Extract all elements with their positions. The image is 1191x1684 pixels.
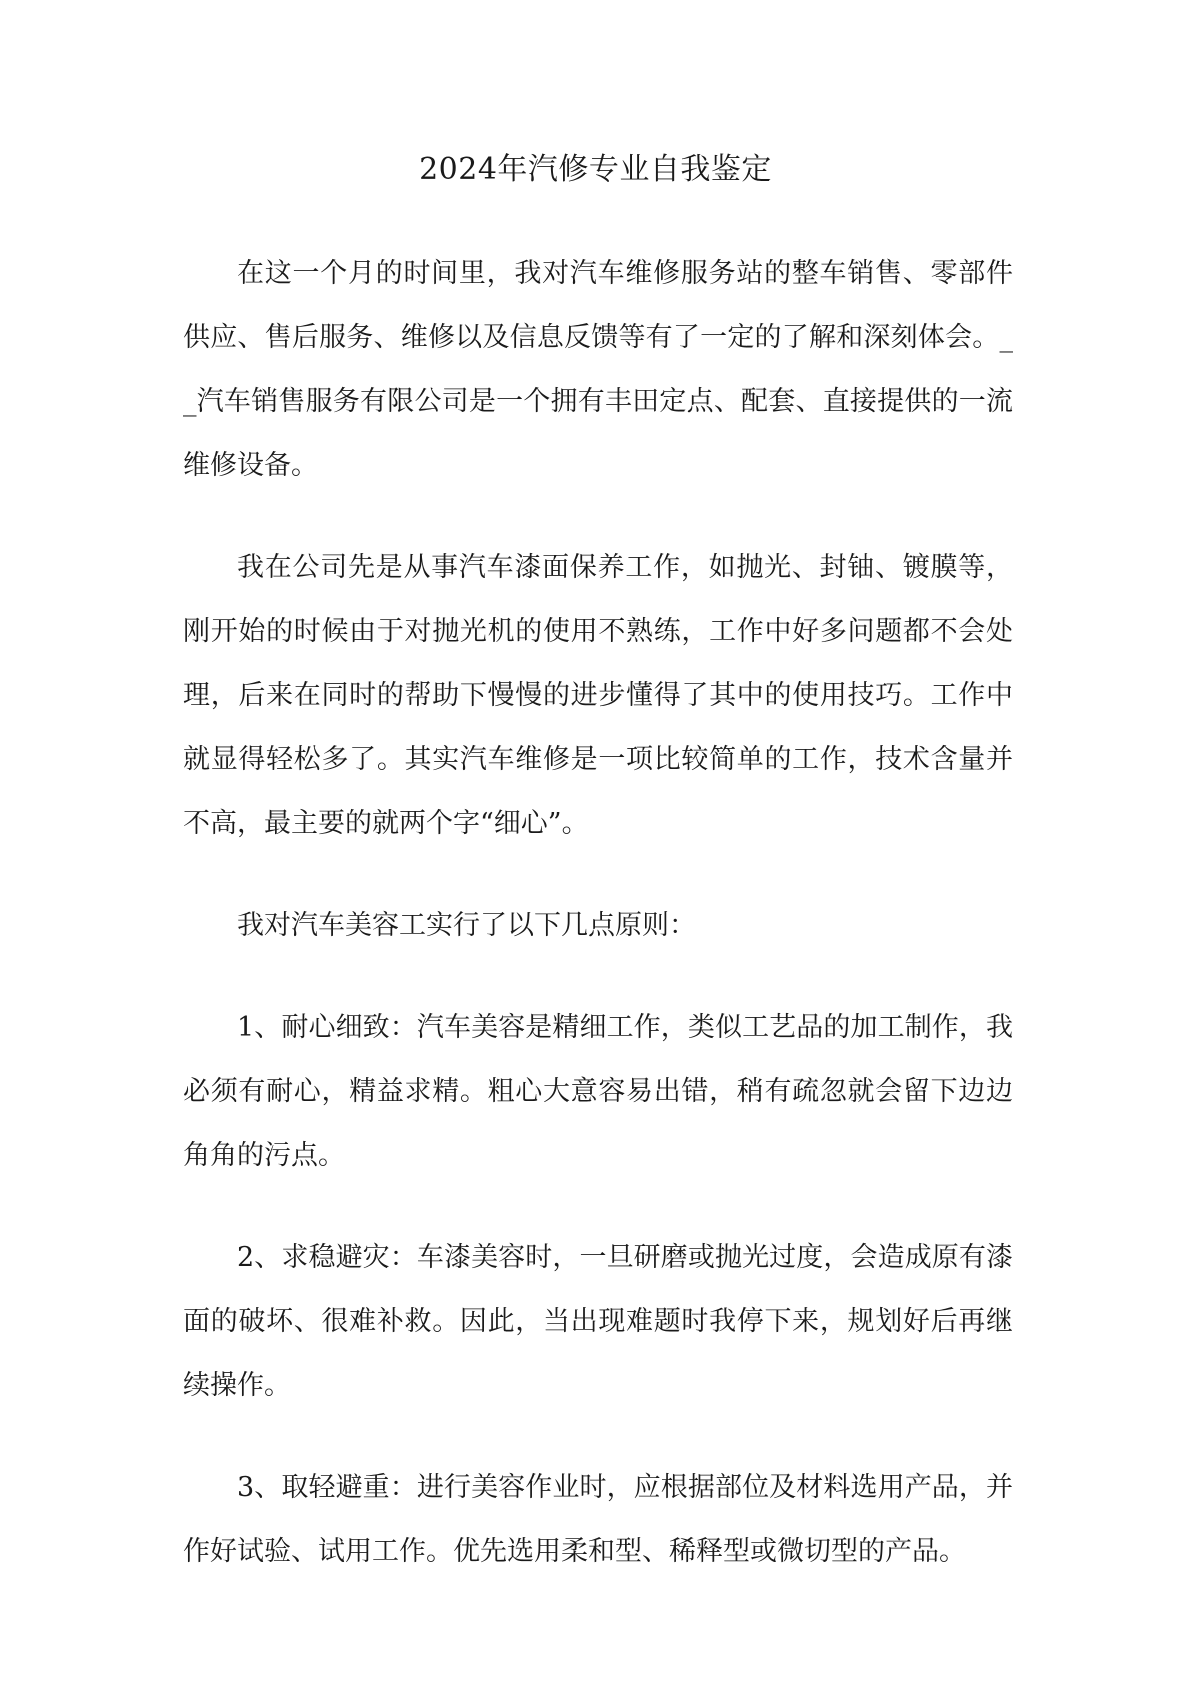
paragraph-principles-heading: 我对汽车美容工实行了以下几点原则： [237,910,696,941]
document-title: 2024年汽修专业自我鉴定 [419,152,772,187]
paragraph-intro: 在这一个月的时间里，我对汽车维修服务站的整车销售、零部件供应、售后服务、维修以及信息反馈等有了一定的了解和深刻体会。__汽车销售服务有限公司是一个拥有丰田定点、配套、直接提供的一流维修设备。 [183,258,1013,481]
paragraph-principle-1: 1、耐心细致：汽车美容是精细工作，类似工艺品的加工制作，我必须有耐心，精益求精。粗心大意容易出错，稍有疏忽就会留下边边角角的污点。 [183,1012,1013,1171]
paragraph-principle-2: 2、求稳避灾：车漆美容时，一旦研磨或抛光过度，会造成原有漆面的破坏、很难补救。因此，当出现难题时我停下来，规划好后再继续操作。 [183,1242,1013,1401]
paragraph-principle-3: 3、取轻避重：进行美容作业时，应根据部位及材料选用产品，并作好试验、试用工作。优先选用柔和型、稀释型或微切型的产品。 [183,1472,1013,1567]
document-body [183,242,1013,1584]
paragraph-work-experience: 我在公司先是从事汽车漆面保养工作，如抛光、封铀、镀膜等，刚开始的时候由于对抛光机的使用不熟练，工作中好多问题都不会处理，后来在同时的帮助下慢慢的进步懂得了其中的使用技巧。工作中就显得轻松多了。其实汽车维修是一项比较简单的工作，技术含量并不高，最主要的就两个字“细心”。 [183,552,1013,839]
